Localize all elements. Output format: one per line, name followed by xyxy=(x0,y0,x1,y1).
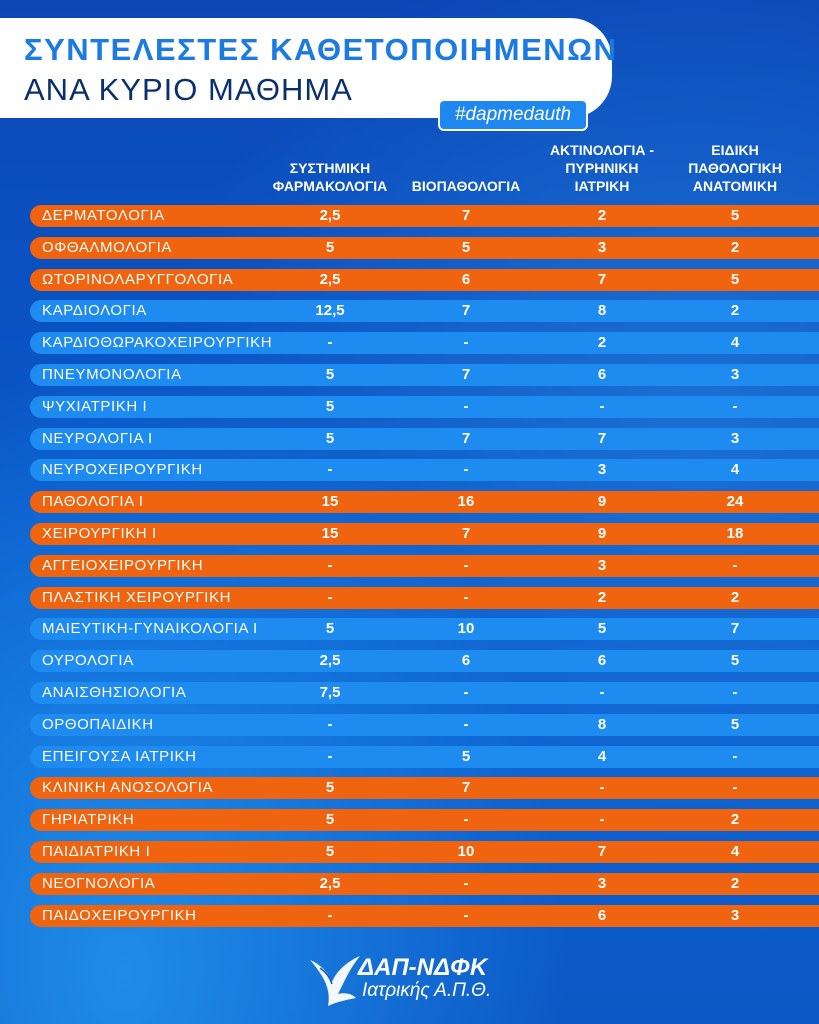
table-cell: - xyxy=(327,556,333,574)
page-subtitle: ΑΝΑ ΚΥΡΙΟ ΜΑΘΗΜΑ xyxy=(24,72,353,107)
table-cell: - xyxy=(599,397,605,415)
table-cell: - xyxy=(463,906,469,924)
table-cell: 5 xyxy=(325,811,335,829)
table-cell: 4 xyxy=(730,461,740,479)
row-label: ΚΑΡΔΙΟΛΟΓΙΑ xyxy=(42,302,147,320)
table-cell: 24 xyxy=(726,493,744,511)
table-cell: 7 xyxy=(461,525,471,542)
row-label: ΝΕΟΓΝΟΛΟΓΙΑ xyxy=(42,874,156,892)
table-row xyxy=(30,841,819,863)
table-cell: 9 xyxy=(597,525,607,542)
logo-subtitle: Ιατρικής Α.Π.Θ. xyxy=(362,980,492,1001)
table-cell: - xyxy=(327,461,333,479)
table-cell: 8 xyxy=(597,715,607,733)
table-cell: - xyxy=(463,874,469,892)
table-cell: 4 xyxy=(597,747,607,765)
table-cell: 5 xyxy=(325,620,335,638)
table-cell: 3 xyxy=(730,429,740,447)
table-cell: - xyxy=(327,906,333,924)
table-cell: - xyxy=(732,556,738,574)
table-row xyxy=(30,555,819,577)
column-header: ΒΙΟΠΑΘΟΛΟΓΙΑ xyxy=(411,178,521,194)
table-cell: 5 xyxy=(730,652,740,670)
table-cell: 5 xyxy=(730,207,740,224)
row-label: ΚΛΙΝΙΚΗ ΑΝΟΣΟΛΟΓΙΑ xyxy=(42,779,214,797)
table-cell: 4 xyxy=(730,843,740,860)
table-row xyxy=(30,491,819,513)
row-label: ΕΠΕΙΓΟΥΣΑ ΙΑΤΡΙΚΗ xyxy=(42,747,197,765)
table-cell: - xyxy=(599,779,605,797)
table-cell: 7 xyxy=(461,366,471,383)
table-cell: - xyxy=(732,684,738,701)
table-row xyxy=(30,396,819,418)
table-cell: 5 xyxy=(730,715,740,733)
row-label: ΠΑΙΔΟΧΕΙΡΟΥΡΓΙΚΗ xyxy=(42,906,197,924)
table-cell: 3 xyxy=(597,556,607,574)
table-cell: 2 xyxy=(597,334,607,352)
table-cell: 7 xyxy=(461,779,471,797)
table-cell: - xyxy=(463,588,469,606)
table-cell: 16 xyxy=(457,493,475,511)
table-row xyxy=(30,682,819,704)
logo xyxy=(306,946,536,1008)
table-cell: 2 xyxy=(730,238,740,256)
table-cell: 7 xyxy=(461,302,471,320)
table-row xyxy=(30,459,819,481)
table-row xyxy=(30,650,819,672)
table-cell: 15 xyxy=(321,493,339,511)
row-label: ΑΓΓΕΙΟΧΕΙΡΟΥΡΓΙΚΗ xyxy=(42,556,204,574)
row-label: ΑΝΑΙΣΘΗΣΙΟΛΟΓΙΑ xyxy=(42,684,187,701)
table-row xyxy=(30,205,819,227)
table-cell: 2,5 xyxy=(319,874,341,892)
table-cell: 2 xyxy=(730,302,740,320)
table-cell: 15 xyxy=(321,525,339,542)
table-cell: - xyxy=(599,684,605,701)
row-label: ΔΕΡΜΑΤΟΛΟΓΙΑ xyxy=(42,207,165,224)
table-cell: 5 xyxy=(730,270,740,288)
table-row xyxy=(30,587,819,609)
table-row xyxy=(30,237,819,259)
table-cell: 2 xyxy=(597,588,607,606)
table-row xyxy=(30,269,819,291)
table-cell: - xyxy=(463,461,469,479)
column-header: ΕΙΔΙΚΗ ΠΑΘΟΛΟΓΙΚΗ ΑΝΑΤΟΜΙΚΗ xyxy=(688,142,782,194)
table-cell: - xyxy=(599,811,605,829)
logo-name: ΔΑΠ-ΝΔΦΚ xyxy=(358,954,488,981)
table-cell: - xyxy=(463,334,469,352)
table-cell: - xyxy=(732,397,738,415)
table-cell: 3 xyxy=(730,906,740,924)
table-cell: 5 xyxy=(325,366,335,383)
table-cell: - xyxy=(732,747,738,765)
column-header: ΑΚΤΙΝΟΛΟΓΙΑ - ΠΥΡΗΝΙΚΗ ΙΑΤΡΙΚΗ xyxy=(549,142,655,194)
row-label: ΠΑΘΟΛΟΓΙΑ Ι xyxy=(42,493,144,511)
table-cell: 6 xyxy=(597,366,607,383)
table-cell: 7 xyxy=(461,207,471,224)
table-cell: 2 xyxy=(730,588,740,606)
table-row xyxy=(30,905,819,927)
table-row xyxy=(30,300,819,322)
table-cell: 2 xyxy=(730,811,740,829)
row-label: ΜΑΙΕΥΤΙΚΗ-ΓΥΝΑΙΚΟΛΟΓΙΑ Ι xyxy=(42,620,258,638)
table-row xyxy=(30,746,819,768)
table-cell: - xyxy=(463,811,469,829)
table-cell: - xyxy=(327,588,333,606)
table-cell: 5 xyxy=(461,747,471,765)
table-cell: 5 xyxy=(597,620,607,638)
table-cell: 6 xyxy=(597,906,607,924)
table-cell: 5 xyxy=(325,397,335,415)
table-cell: 12,5 xyxy=(315,302,345,320)
row-label: ΚΑΡΔΙΟΘΩΡΑΚΟΧΕΙΡΟΥΡΓΙΚΗ xyxy=(42,334,273,352)
row-label: ΟΡΘΟΠΑΙΔΙΚΗ xyxy=(42,715,154,733)
table-cell: 5 xyxy=(325,238,335,256)
table-row xyxy=(30,332,819,354)
table-row xyxy=(30,777,819,799)
table-row xyxy=(30,714,819,736)
table-row xyxy=(30,618,819,640)
table-cell: 4 xyxy=(730,334,740,352)
table-cell: 2 xyxy=(730,874,740,892)
row-label: ΧΕΙΡΟΥΡΓΙΚΗ Ι xyxy=(42,525,157,542)
table-cell: 7 xyxy=(461,429,471,447)
row-label: ΠΑΙΔΙΑΤΡΙΚΗ Ι xyxy=(42,843,151,860)
table-row xyxy=(30,428,819,450)
table-cell: 7 xyxy=(597,270,607,288)
row-label: ΩΤΟΡΙΝΟΛΑΡΥΓΓΟΛΟΓΙΑ xyxy=(42,270,234,288)
table-cell: 6 xyxy=(597,652,607,670)
table-cell: 3 xyxy=(597,461,607,479)
table-cell: 5 xyxy=(325,429,335,447)
table-cell: 5 xyxy=(325,843,335,860)
table-cell: 2 xyxy=(597,207,607,224)
table-cell: - xyxy=(327,715,333,733)
table-cell: 6 xyxy=(461,270,471,288)
table-cell: 10 xyxy=(457,843,475,860)
column-header: ΣΥΣΤΗΜΙΚΗ ΦΑΡΜΑΚΟΛΟΓΙΑ xyxy=(272,160,388,194)
table-cell: 2,5 xyxy=(319,652,341,670)
table-row xyxy=(30,809,819,831)
table-cell: - xyxy=(463,715,469,733)
table-cell: - xyxy=(463,397,469,415)
table-cell: 6 xyxy=(461,652,471,670)
row-label: ΠΛΑΣΤΙΚΗ ΧΕΙΡΟΥΡΓΙΚΗ xyxy=(42,588,232,606)
row-label: ΟΦΘΑΛΜΟΛΟΓΙΑ xyxy=(42,238,172,256)
table-cell: 18 xyxy=(726,525,744,542)
table-cell: - xyxy=(732,779,738,797)
row-label: ΓΗΡΙΑΤΡΙΚΗ xyxy=(42,811,135,829)
table-cell: 7 xyxy=(597,429,607,447)
table-cell: - xyxy=(463,556,469,574)
row-label: ΠΝΕΥΜΟΝΟΛΟΓΙΑ xyxy=(42,366,182,383)
table-cell: 9 xyxy=(597,493,607,511)
table-cell: - xyxy=(327,334,333,352)
row-label: ΝΕΥΡΟΧΕΙΡΟΥΡΓΙΚΗ xyxy=(42,461,203,479)
table-cell: 7 xyxy=(597,843,607,860)
row-label: ΝΕΥΡΟΛΟΓΙΑ Ι xyxy=(42,429,153,447)
page-title: ΣΥΝΤΕΛΕΣΤΕΣ ΚΑΘΕΤΟΠΟΙΗΜΕΝΩΝ xyxy=(24,32,618,67)
table-row xyxy=(30,873,819,895)
table-cell: 5 xyxy=(461,238,471,256)
row-label: ΟΥΡΟΛΟΓΙΑ xyxy=(42,652,134,670)
table-cell: - xyxy=(327,747,333,765)
table-cell: 2,5 xyxy=(319,270,341,288)
hashtag-badge[interactable]: #dapmedauth xyxy=(438,99,588,131)
table-cell: 7,5 xyxy=(319,684,341,701)
table-cell: 8 xyxy=(597,302,607,320)
table-cell: 5 xyxy=(325,779,335,797)
table-cell: 3 xyxy=(597,874,607,892)
table-cell: 3 xyxy=(730,366,740,383)
table-cell: 10 xyxy=(457,620,475,638)
table-cell: 7 xyxy=(730,620,740,638)
dove-icon xyxy=(306,946,362,1008)
table-cell: - xyxy=(463,684,469,701)
row-label: ΨΥΧΙΑΤΡΙΚΗ Ι xyxy=(42,397,148,415)
table-row xyxy=(30,364,819,386)
table-cell: 2,5 xyxy=(319,207,341,224)
table-row xyxy=(30,523,819,545)
table-cell: 3 xyxy=(597,238,607,256)
